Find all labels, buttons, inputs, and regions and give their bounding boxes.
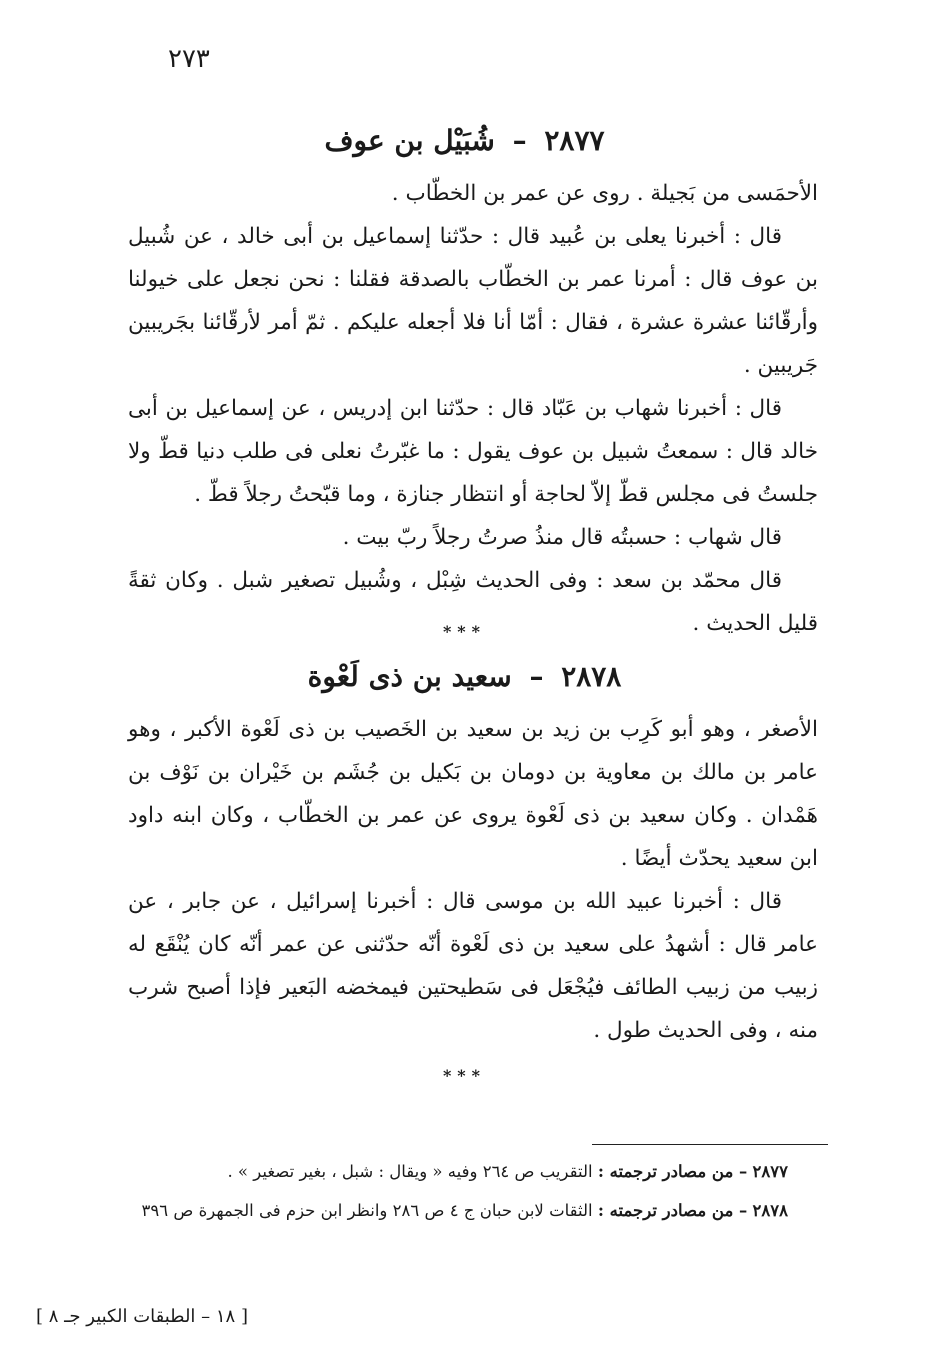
entry-name: سعيد بن ذى لَعْوة <box>307 660 512 693</box>
page-number: ٢٧٣ <box>168 44 210 74</box>
footnote-text: الثقات لابن حبان ج ٤ ص ٢٨٦ وانظر ابن حزم فى الجمهرة ص ٣٩٦ <box>141 1201 593 1220</box>
paragraph: قال : أخبرنا يعلى بن عُبيد قال : حدّثنا إسماعيل بن أبى خالد ، عن شُبيل بن عوف قال : أمرنا عمر بن الخطّاب بالصدقة فقلنا : نحن نجعل على خيولنا وأرقّائنا عشرة عشرة ، فقال : أمّا أنا فلا أجعله عليكم . ثمّ أمر لأرقّائنا بجَريبين جَريبين . <box>128 224 818 378</box>
footnote-number: ٢٨٧٨ <box>752 1201 788 1220</box>
entry-dash: – <box>512 124 527 157</box>
page-footer: [ ١٨ – الطبقات الكبير جـ ٨ ] <box>36 1306 248 1327</box>
entry-heading-2877 <box>0 124 929 157</box>
entry-body-2877 <box>128 172 818 645</box>
footnotes <box>128 1152 788 1230</box>
entry-number: ٢٨٧٧ <box>544 124 605 157</box>
footnote-text: التقريب ص ٢٦٤ وفيه « ويقال : شبل ، بغير تصغير » . <box>227 1162 593 1181</box>
paragraph: قال : أخبرنا عبيد الله بن موسى قال : أخبرنا إسرائيل ، عن جابر ، عن عامر قال : أشهدُ على سعيد بن ذى لَعْوة أنّه حدّثنى عن عمر أنّه كان يُنْقَع له زبيب من زبيب الطائف فيُجْعَل فى سَطيحتين فيمخضه البَعير فإذا أصبح شرب منه ، وفى الحديث طول . <box>128 889 818 1043</box>
footnote-divider <box>592 1144 828 1145</box>
entry-heading-2878 <box>0 660 929 693</box>
entry-name: شُبَيْل بن عوف <box>324 124 495 157</box>
paragraph: قال : أخبرنا شهاب بن عَبّاد قال : حدّثنا ابن إدريس ، عن إسماعيل بن أبى خالد قال : سمعتُ شبيل بن عوف يقول : ما غبّرتُ نعلى فى طلب دنيا قطّ ولا جلستُ فى مجلس قطّ إلاّ لحاجة أو انتظار جنازة ، وما قبّحتُ رجلاً قطّ . <box>128 396 818 507</box>
entry-body-2878 <box>128 708 818 1052</box>
entry-number: ٢٨٧٨ <box>561 660 622 693</box>
section-separator: *** <box>442 1066 487 1085</box>
footnote-label: – من مصادر ترجمته : <box>597 1162 748 1181</box>
paragraph: قال محمّد بن سعد : وفى الحديث شِبْل ، وشُبيل تصغير شبل . وكان ثقةً قليل الحديث . <box>128 568 818 636</box>
footnote-item <box>128 1152 788 1191</box>
paragraph: الأصغر ، وهو أبو كَرِب بن زيد بن سعيد بن الخَصيب بن ذى لَعْوة الأكبر ، وهو عامر بن مالك بن معاوية بن دومان بن بَكيل بن جُشَم بن خَيْران بن نَوْف بن هَمْدان . وكان سعيد بن ذى لَعْوة يروى عن عمر بن الخطّاب ، وكان ابنه داود ابن سعيد يحدّث أيضًا . <box>128 717 818 871</box>
paragraph: الأحمَسى من بَجيلة . روى عن عمر بن الخطّاب . <box>391 181 818 206</box>
entry-dash: – <box>529 660 544 693</box>
footnote-item <box>128 1191 788 1230</box>
section-separator: *** <box>442 622 487 641</box>
paragraph: قال شهاب : حسبتُه قال منذُ صرتُ رجلاً ربّ بيت . <box>342 525 782 550</box>
footnote-label: – من مصادر ترجمته : <box>597 1201 748 1220</box>
footnote-number: ٢٨٧٧ <box>752 1162 788 1181</box>
